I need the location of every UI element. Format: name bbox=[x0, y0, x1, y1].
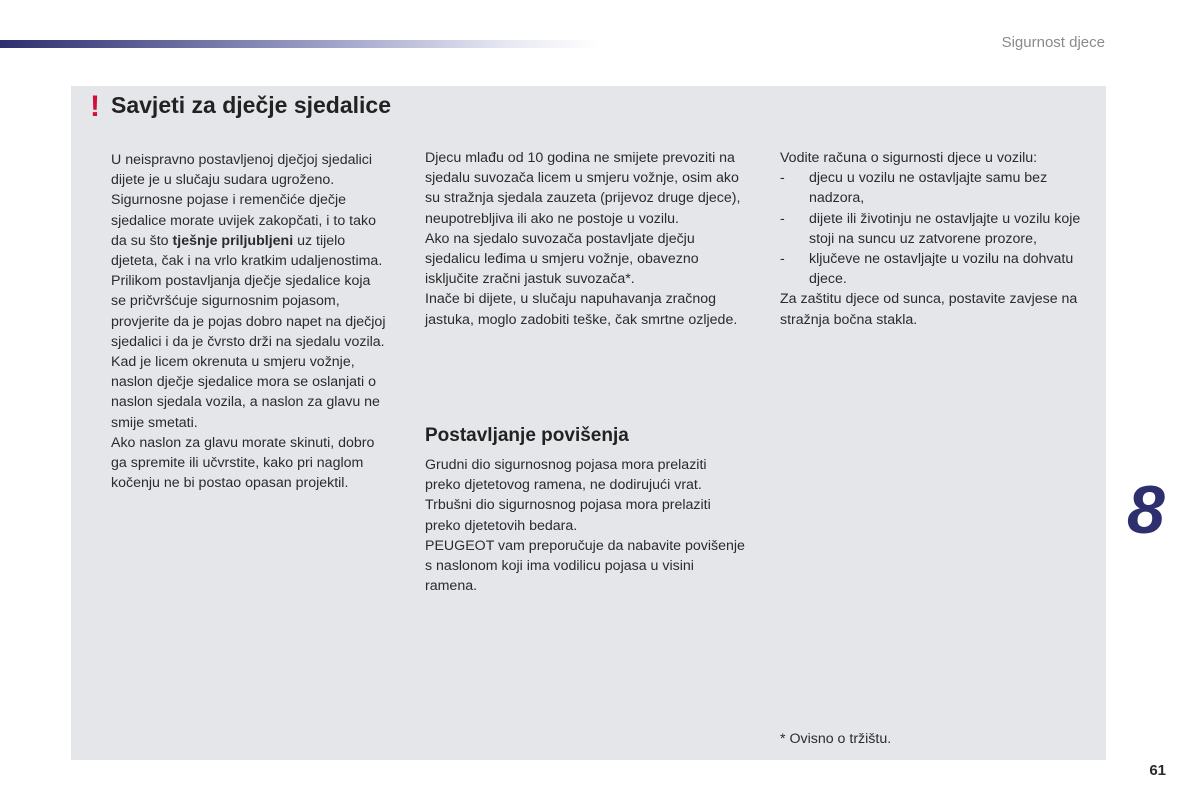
column-2 bbox=[425, 148, 745, 330]
booster-section bbox=[425, 455, 745, 596]
chapter-number: 8 bbox=[1127, 472, 1165, 548]
paragraph: U neispravno postavljenoj dječjoj sjedalici dijete je u slučaju sudara ugroženo. bbox=[111, 152, 373, 189]
list-item-text: dijete ili životinju ne ostavljajte u vozilu koje stoji na suncu uz zatvorene prozore, bbox=[809, 210, 1081, 247]
paragraph: Za zaštitu djece od sunca, postavite zavjese na stražnja bočna stakla. bbox=[780, 291, 1078, 328]
section-title: Sigurnost djece bbox=[1001, 34, 1105, 51]
paragraph: PEUGEOT vam preporučuje da nabavite povišenje s naslonom koji ima vodilicu pojasa u visini ramena. bbox=[425, 537, 745, 595]
page-number: 61 bbox=[1149, 762, 1166, 779]
paragraph-text: Sigurnosne pojase i remenčiće dječje sjedalice morate uvijek zakopčati, i to tako da su što bbox=[111, 192, 376, 249]
list-item bbox=[780, 249, 1100, 289]
footnote: * Ovisno o tržištu. bbox=[780, 731, 892, 747]
paragraph: Ako na sjedalo suvozača postavljate dječju sjedalicu leđima u smjeru vožnje, obavezno isključite zračni jastuk suvozača*. bbox=[425, 230, 699, 288]
booster-title: Postavljanje povišenja bbox=[425, 425, 629, 446]
paragraph bbox=[111, 190, 386, 271]
paragraph: Trbušni dio sigurnosnog pojasa mora prelaziti preko djetetovih bedara. bbox=[425, 497, 711, 534]
column-3 bbox=[780, 148, 1100, 330]
paragraph: Inače bi dijete, u slučaju napuhavanja zračnog jastuka, moglo zadobiti teške, čak smrtne ozljede. bbox=[425, 291, 738, 328]
paragraph-text: uz tijelo djeteta, čak i na vrlo kratkim udaljenostima. bbox=[111, 232, 383, 270]
column-1 bbox=[111, 150, 386, 493]
bold-emphasis: tješnje priljubljeni bbox=[172, 232, 294, 249]
list-item bbox=[780, 168, 1100, 208]
warning-title: Savjeti za dječje sjedalice bbox=[111, 92, 391, 118]
list-item-text: djecu u vozilu ne ostavljajte samu bez nadzora, bbox=[809, 170, 1048, 207]
dash-bullet: - bbox=[780, 251, 785, 268]
list-intro: Vodite računa o sigurnosti djece u vozilu: bbox=[780, 150, 1038, 166]
paragraph: Prilikom postavljanja dječje sjedalice koja se pričvršćuje sigurnosnim pojasom, provjerite da je pojas dobro napet na dječjoj sjedalici i da je čvrsto drži na sjedalu vozila. bbox=[111, 273, 386, 350]
list-item-text: ključeve ne ostavljajte u vozilu na dohvatu djece. bbox=[809, 251, 1074, 288]
paragraph: Kad je licem okrenuta u smjeru vožnje, naslon dječje sjedalice mora se oslanjati o naslon sjedala vozila, a naslon za glavu ne smije smetati. bbox=[111, 354, 380, 431]
header-gradient-bar bbox=[0, 40, 600, 48]
paragraph: Ako naslon za glavu morate skinuti, dobro ga spremite ili učvrstite, kako pri naglom kočenju ne bi postao opasan projektil. bbox=[111, 434, 375, 492]
dash-bullet: - bbox=[780, 210, 785, 227]
exclamation-icon: ! bbox=[90, 90, 100, 123]
list-item bbox=[780, 209, 1100, 249]
dash-bullet: - bbox=[780, 170, 785, 187]
paragraph: Djecu mlađu od 10 godina ne smijete prevoziti na sjedalu suvozača licem u smjeru vožnje, osim ako su stražnja sjedala zauzeta (prijevoz druge djece), neupotrebljiva ili ako ne postoje u vozilu. bbox=[425, 150, 741, 227]
paragraph: Grudni dio sigurnosnog pojasa mora prelaziti preko djetetovog ramena, ne dodirujući vrat. bbox=[425, 457, 707, 494]
